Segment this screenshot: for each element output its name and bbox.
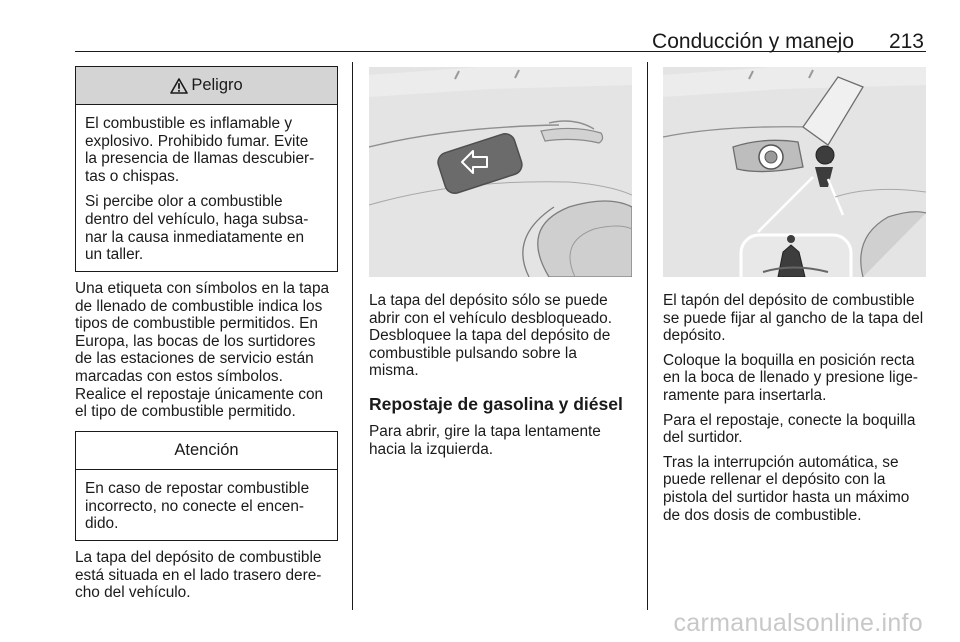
text-line: tipos de combustible permitidos. En <box>75 315 318 333</box>
car-fuel-flap-drawing <box>369 67 632 277</box>
danger-box-heading <box>76 67 337 105</box>
text-line: dentro del vehículo, haga subsa- <box>85 210 309 228</box>
text-line: tas o chispas. <box>85 167 180 185</box>
text-line: de las estaciones de servicio están <box>75 350 314 368</box>
text-line: La tapa del depósito de combustible <box>75 549 322 566</box>
text-line: misma. <box>369 362 419 380</box>
text-line: Para abrir, gire la tapa lentamente <box>369 423 601 440</box>
open-cap-paragraph <box>369 423 644 458</box>
text-line: El combustible es inflamable y <box>85 115 293 132</box>
nozzle-position-paragraph <box>663 352 943 405</box>
danger-paragraph-1 <box>85 115 328 185</box>
text-line: Una etiqueta con símbolos en la tapa <box>75 280 330 297</box>
danger-paragraph-2 <box>85 193 328 263</box>
text-line: Desbloquee la tapa del depósito de <box>369 327 611 345</box>
danger-box-body <box>76 105 337 278</box>
text-line: se puede fijar al gancho de la tapa del <box>663 309 924 327</box>
column-divider-left <box>352 62 353 610</box>
text-line: del surtidor. <box>663 429 743 447</box>
text-line: hacia la izquierda. <box>369 440 494 458</box>
text-line: La tapa del depósito sólo se puede <box>369 292 608 309</box>
fuel-cap-paragraph <box>663 292 943 345</box>
page-title: Conducción y manejo <box>652 30 854 53</box>
column-divider-right <box>647 62 648 610</box>
auto-cutoff-paragraph <box>663 454 943 524</box>
text-line: En caso de repostar combustible <box>85 480 310 497</box>
text-line: incorrecto, no conecte el encen- <box>85 497 305 515</box>
text-line: la presencia de llamas descubier- <box>85 150 315 168</box>
text-line: ramente para insertarla. <box>663 386 827 404</box>
text-line: el tipo de combustible permitido. <box>75 403 296 421</box>
fuel-flap-caption <box>369 292 644 380</box>
text-line: nar la causa inmediatamente en <box>85 228 305 246</box>
text-line: depósito. <box>663 327 726 345</box>
fuel-flap-illustration <box>369 67 632 277</box>
text-line: en la boca de llenado y presione lige- <box>663 369 918 387</box>
text-line: de llenado de combustible indica los <box>75 297 323 315</box>
text-line: de dos dosis de combustible. <box>663 506 862 524</box>
text-line: pistola del surtidor hasta un máximo <box>663 488 910 506</box>
text-line: puede rellenar el depósito con la <box>663 471 886 489</box>
text-line: combustible pulsando sobre la <box>369 344 577 362</box>
text-line: un taller. <box>85 246 144 264</box>
text-line: dido. <box>85 515 119 533</box>
text-line: Si percibe olor a combustible <box>85 193 283 211</box>
attention-box-heading: Atención <box>76 432 337 470</box>
attention-box <box>75 431 338 541</box>
text-line: Realice el repostaje únicamente con <box>75 385 324 403</box>
text-line: explosivo. Prohibido fumar. Evite <box>85 132 309 150</box>
text-line: Para el repostaje, conecte la boquilla <box>663 411 916 429</box>
watermark: carmanualsonline.info <box>673 609 923 637</box>
danger-heading-text: Peligro <box>191 76 243 94</box>
text-line: está situada en el lado trasero dere- <box>75 566 322 584</box>
text-line: abrir con el vehículo desbloqueado. <box>369 309 612 327</box>
warning-triangle-icon <box>170 78 188 94</box>
attention-box-body <box>76 470 337 539</box>
right-column-text <box>663 292 943 524</box>
page-number: 213 <box>888 30 924 53</box>
text-line: cho del vehículo. <box>75 584 191 602</box>
text-line: Coloque la boquilla en posición recta <box>663 351 915 369</box>
section-heading: Repostaje de gasolina y diésel <box>369 394 623 414</box>
text-line: marcadas con estos símbolos. <box>75 367 283 385</box>
page-header <box>75 26 926 52</box>
text-line: Tras la interrupción automática, se <box>663 453 899 471</box>
fuel-flap-location-paragraph <box>75 549 345 602</box>
fuel-cap-illustration <box>663 67 926 277</box>
fuel-label-paragraph <box>75 280 345 421</box>
text-line: Europa, las bocas de los surtidores <box>75 332 316 350</box>
refuel-paragraph <box>663 412 943 447</box>
fuel-cap-hook-drawing <box>663 67 926 277</box>
text-line: El tapón del depósito de combustible <box>663 292 915 309</box>
danger-box <box>75 66 338 272</box>
